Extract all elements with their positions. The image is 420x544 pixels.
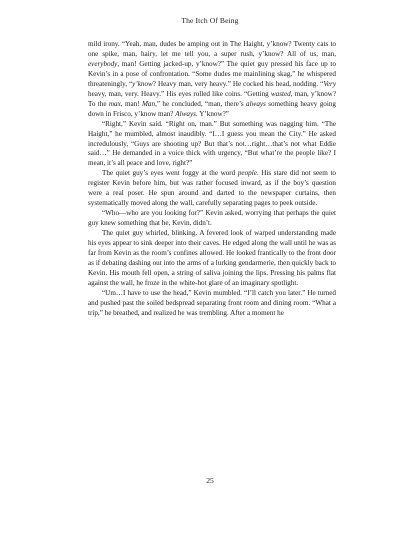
text-run: mild irony. “Yeah, man, dudes be amping out in The Haight, y’know? Twenty cats to one spike, man, hairy, let me tell you, a super rush, y’know? All of us, man, bbox=[88, 40, 336, 58]
text-run: The quiet guy whirled, blinking. A fevered look of warped understanding made his eyes appear to sink deeper into their caves. He edged along the wall until he was as far from Kevin as the room’s confines allowed. He looked frantically to the front door as if debating dashing out into the arms of a lurking gendarmerie, then quickly back to Kevin. His mouth fell open, a string of saliva joining the lips. Pressing his palms flat against the wall, he froze in the white-hot glare of an imaginary spotlight. bbox=[88, 229, 336, 287]
text-run: . Y’know?” bbox=[195, 109, 229, 118]
italic-text: everybody bbox=[88, 59, 118, 68]
italic-text: max bbox=[108, 99, 121, 108]
italic-text: always bbox=[246, 99, 266, 108]
text-run: “Um…I have to use the head,” Kevin mumbled. “I’ll catch you later.” He turned and pushed past the soiled bedspread separating front room and dining room. “What a trip,” he breathed, and realized he was trembling. After a moment he bbox=[88, 288, 336, 317]
italic-text: Very bbox=[323, 79, 336, 88]
italic-text: Always bbox=[175, 109, 196, 118]
paragraph bbox=[88, 209, 336, 229]
body-text bbox=[88, 40, 336, 319]
running-head-title: The Itch Of Being bbox=[181, 16, 239, 25]
italic-text: wasted bbox=[270, 89, 291, 98]
paragraph bbox=[88, 169, 336, 209]
text-run: , man! bbox=[120, 99, 142, 108]
italic-text: y’know bbox=[132, 79, 153, 88]
text-run: ,” he concluded, “man, there’s bbox=[155, 99, 246, 108]
paragraph bbox=[88, 229, 336, 289]
text-run: “Who—who are you looking for?” Kevin asked, worrying that perhaps the quiet guy knew something that he, Kevin, didn’t. bbox=[88, 209, 336, 228]
text-run: The quiet guy’s eyes went foggy at the word bbox=[102, 169, 238, 178]
text-run: ? Heavy man, very heavy.” He cocked his head, nodding. “ bbox=[152, 79, 324, 88]
text-run: “Right,” Kevin said. “Right on, man.” But something was nagging him. “The Haight,” he mumbled, almost inaudibly. “I…I guess you mean the City.” He asked incredulously, “Guys are shooting up? But that’s not…right…that’s not what Eddie said…” He demanded in a voice thick with urgency, “But what’re the people like? I mean, it’s all peace and love, right?” bbox=[88, 119, 336, 168]
text-run: heavy, man, very. Heavy.” His eyes rolled like coins. “Getting bbox=[88, 89, 271, 98]
paragraph bbox=[88, 120, 336, 170]
italic-text: people bbox=[237, 169, 257, 178]
page-number: 25 bbox=[206, 476, 214, 485]
paragraph bbox=[88, 40, 336, 120]
text-run: , man, y’know? To the bbox=[88, 89, 336, 108]
paragraph bbox=[88, 289, 336, 319]
text-run: something heavy going down in Frisco, y’know man? bbox=[88, 99, 336, 118]
text-run: , man! Getting jacked-up, y’know?” The quiet guy pressed his face up to Kevin’s in a pose of confrontation. “Some dudes me mainlining skag,” he whispered threateningly, “ bbox=[88, 59, 336, 88]
italic-text: Man bbox=[141, 99, 156, 108]
text-run: . His stare did not seem to register Kevin before him, but was rather focused inward, as if the boy’s question were a real poser. He spun around and darted to the newspaper curtains, then systematically moved along the wall, carefully separating pages to peek outside. bbox=[88, 169, 336, 208]
